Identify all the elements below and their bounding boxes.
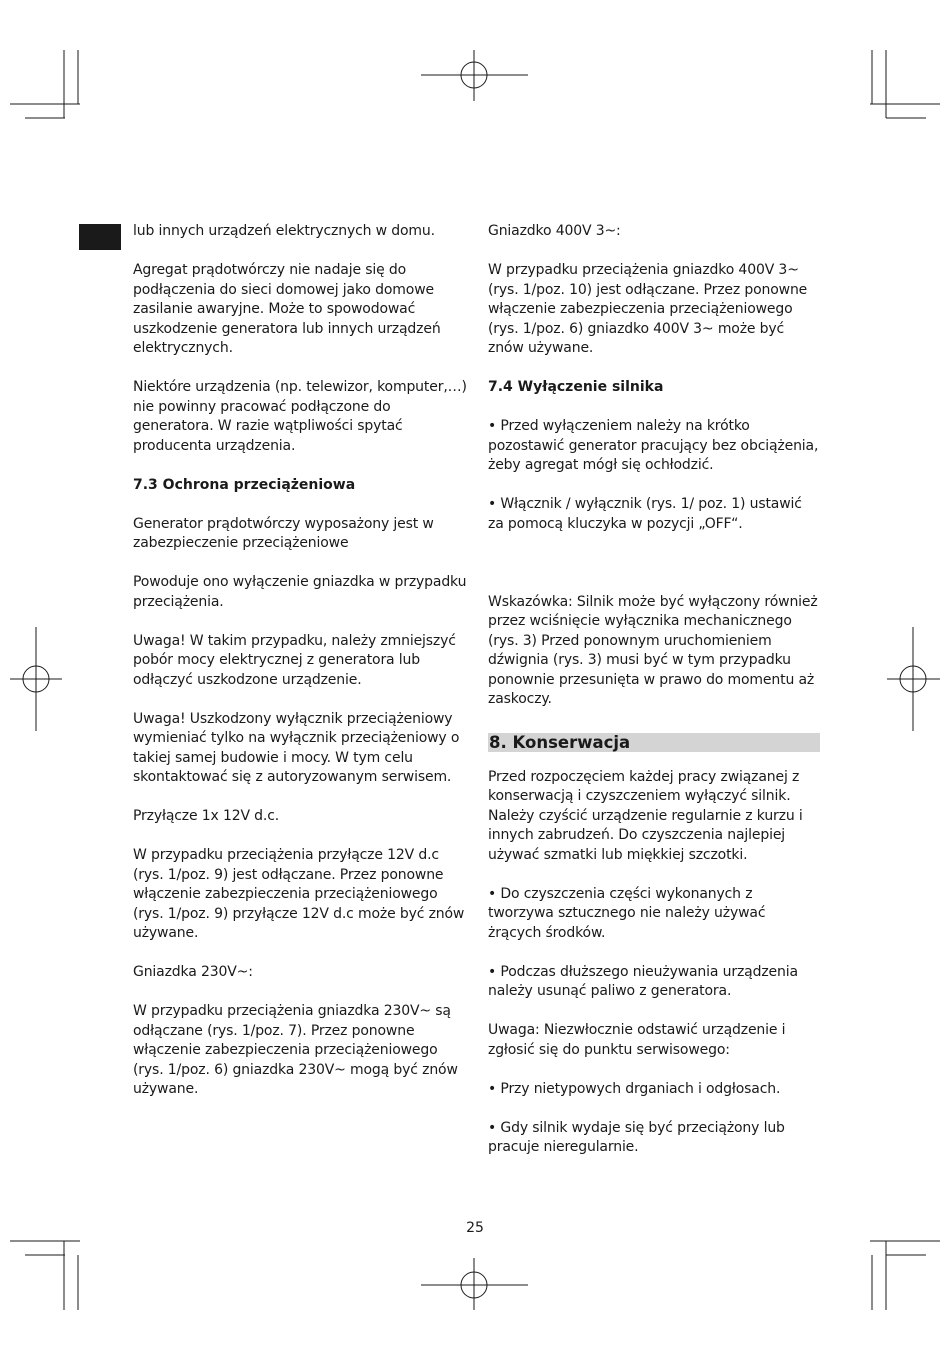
paragraph: Niektóre urządzenia (np. telewizor, komputer,…) nie powinny pracować podłączone do generatora. W razie wątpliwości spytać producenta urządzenia. — [133, 379, 467, 454]
paragraph: W przypadku przeciążenia gniazdka 230V~ są odłączane (rys. 1/poz. 7). Przez ponowne włączenie zabezpieczenia przeciążeniowego (rys. 1/poz. 6) gniazdka 230V~ mogą być znów używane. — [133, 1003, 458, 1097]
paragraph: Przed rozpoczęciem każdej pracy związanej z konserwacją i czyszczeniem wyłączyć silnik. Należy czyścić urządzenie regularnie z kurzu i innych zabrudzeń. Do czyszczenia najlepiej używać szmatki lub miękkiej szczotki. — [488, 768, 803, 863]
bullet-item: • Gdy silnik wydaje się być przeciążony lub pracuje nieregularnie. — [488, 1119, 785, 1155]
paragraph: Przyłącze 1x 12V d.c. — [133, 808, 280, 824]
section-heading-7-4: 7.4 Wyłączenie silnika — [488, 379, 664, 395]
paragraph: W przypadku przeciążenia gniazdko 400V 3~ (rys. 1/poz. 10) jest odłączane. Przez ponowne włączenie zabezpieczenia przeciążeniowego (rys. 1/poz. 6) gniazdko 400V 3~ może być znów używane. — [488, 262, 808, 356]
section-heading-7-3: 7.3 Ochrona przeciążeniowa — [133, 476, 356, 493]
bullet-item: • Przy nietypowych drganiach i odgłosach. — [488, 1080, 781, 1097]
paragraph: Uwaga! W takim przypadku, należy zmniejszyć pobór mocy elektrycznej z generatora lub odłączyć uszkodzone urządzenie. — [133, 632, 456, 688]
language-tab-marker — [79, 224, 121, 250]
bullet-item: • Podczas dłuższego nieużywania urządzenia należy usunąć paliwo z generatora. — [488, 963, 798, 999]
page-number: 25 — [466, 1220, 484, 1236]
bullet-item: • Włącznik / wyłącznik (rys. 1/ poz. 1) ustawić za pomocą kluczyka w pozycji „OFF“. — [488, 496, 802, 532]
right-column — [488, 222, 820, 1177]
section-heading-8: 8. Konserwacja — [488, 733, 820, 752]
paragraph: Powoduje ono wyłączenie gniazdka w przypadku przeciążenia. — [133, 574, 467, 610]
spacer — [488, 554, 820, 593]
bullet-item: • Do czyszczenia części wykonanych z tworzywa sztucznego nie należy używać żrących środków. — [488, 885, 766, 941]
paragraph: Agregat prądotwórczy nie nadaje się do podłączenia do sieci domowej jako domowe zasilanie awaryjne. Może to spowodować uszkodzenie generatora lub innych urządzeń elektrycznych. — [133, 262, 441, 356]
paragraph: Uwaga! Uszkodzony wyłącznik przeciążeniowy wymieniać tylko na wyłącznik przeciążeniowy o takiej samej budowie i mocy. W tym celu skontaktować się z autoryzowanym serwisem. — [133, 710, 460, 785]
paragraph: W przypadku przeciążenia przyłącze 12V d.c (rys. 1/poz. 9) jest odłączane. Przez ponowne włączenie zabezpieczenia przeciążeniowego (rys. 1/poz. 9) przyłącze 12V d.c może być znów używane. — [133, 847, 465, 941]
note-paragraph: Wskazówka: Silnik może być wyłączony również przez wciśnięcie wyłącznika mechanicznego (rys. 3) Przed ponownym uruchomieniem dźwignia (rys. 3) musi być w tym przypadku ponownie przesunięta w prawo do momentu aż zaskoczy. — [488, 593, 818, 707]
paragraph: lub innych urządzeń elektrycznych w domu. — [133, 223, 435, 239]
paragraph: Gniazdko 400V 3~: — [488, 223, 621, 239]
bullet-item: • Przed wyłączeniem należy na krótko pozostawić generator pracujący bez obciążenia, żeby agregat mógł się ochłodzić. — [488, 418, 819, 473]
paragraph: Gniazdka 230V~: — [133, 964, 253, 980]
left-column — [133, 222, 468, 1119]
paragraph: Uwaga: Niezwłocznie odstawić urządzenie i zgłosić się do punktu serwisowego: — [488, 1022, 786, 1058]
paragraph: Generator prądotwórczy wyposażony jest w zabezpieczenie przeciążeniowe — [133, 515, 434, 551]
